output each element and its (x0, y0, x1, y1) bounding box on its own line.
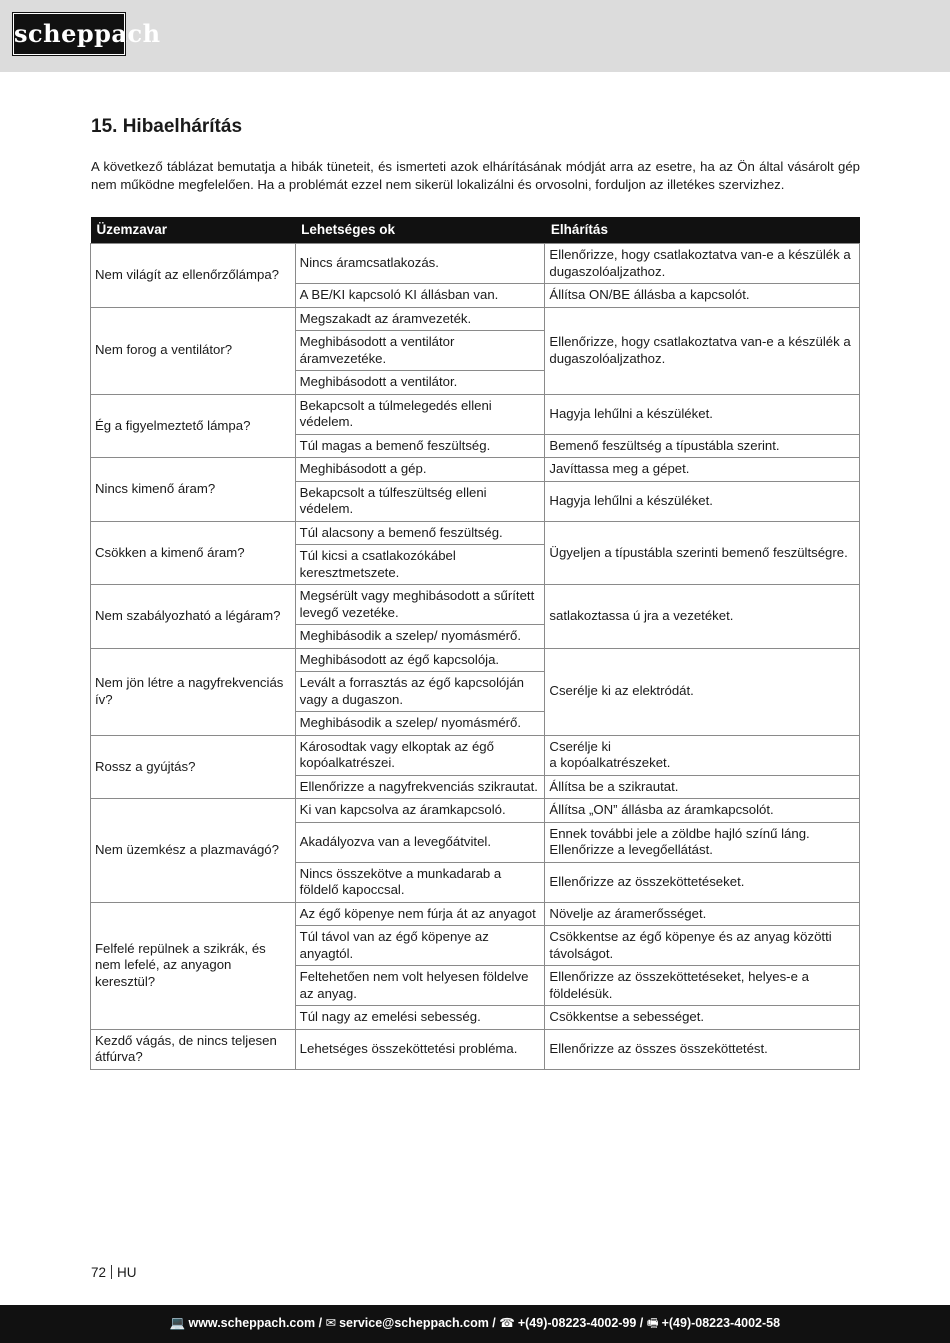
header-fault: Üzemzavar (91, 217, 296, 244)
cause-cell: Feltehetően nem volt helyesen földelve az anyag. (295, 966, 545, 1006)
language-code: HU (117, 1265, 137, 1280)
fix-cell: satlakoztassa ú jra a vezetéket. (545, 585, 860, 649)
fix-cell: Hagyja lehűlni a készüléket. (545, 481, 860, 521)
table-row (91, 521, 860, 545)
cause-cell: Meghibásodott az égő kapcsolója. (295, 648, 545, 672)
fix-cell: Ellenőrizze az összeköttetéseket, helyes-e a földelésük. (545, 966, 860, 1006)
cause-cell: Megszakadt az áramvezeték. (295, 307, 545, 331)
table-row (91, 244, 860, 284)
contact-bar (0, 1305, 950, 1343)
fault-cell: Nem forog a ventilátor? (91, 307, 296, 394)
page-separator (111, 1265, 112, 1279)
cause-cell: Bekapcsolt a túlmelegedés elleni védelem. (295, 394, 545, 434)
table-row (91, 458, 860, 482)
cause-cell: Túl alacsony a bemenő feszültség. (295, 521, 545, 545)
cause-cell: Bekapcsolt a túlfeszültség elleni védelem. (295, 481, 545, 521)
cause-cell: Meghibásodott a gép. (295, 458, 545, 482)
cause-cell: A BE/KI kapcsoló KI állásban van. (295, 284, 545, 308)
cause-cell: Megsérült vagy meghibásodott a sűrített levegő vezetéke. (295, 585, 545, 625)
cause-cell: Meghibásodik a szelep/ nyomásmérő. (295, 625, 545, 649)
fault-cell: Nem szabályozható a légáram? (91, 585, 296, 649)
fix-cell: Ellenőrizze az összeköttetéseket. (545, 862, 860, 902)
fault-cell: Nem világít az ellenőrzőlámpa? (91, 244, 296, 308)
intro-paragraph: A következő táblázat bemutatja a hibák tüneteit, és ismerteti azok elhárításának módját arra az esetre, ha az Ön által vásárolt gép nem működne megfelelően. Ha a problémát ezzel nem sikerül lokalizálni és orvosolni, forduljon az illetékes szervizhez. (91, 159, 860, 192)
fax-icon: 🖷 (646, 1316, 659, 1330)
phone-icon: ☎ (499, 1316, 515, 1330)
fix-cell: Csökkentse a sebességet. (545, 1006, 860, 1030)
fault-cell: Csökken a kimenő áram? (91, 521, 296, 585)
phone-number: +(49)-08223-4002-99 / (517, 1316, 644, 1330)
cause-cell: Levált a forrasztás az égő kapcsolóján vagy a dugaszon. (295, 672, 545, 712)
table-row (91, 799, 860, 823)
fault-cell: Nem jön létre a nagyfrekvenciás ív? (91, 648, 296, 735)
fix-cell: Ügyeljen a típustábla szerinti bemenő feszültségre. (545, 521, 860, 585)
fix-cell: Ellenőrizze az összes összeköttetést. (545, 1029, 860, 1069)
header-bar (0, 0, 950, 72)
page-number: 72 (91, 1265, 107, 1280)
fax-number: +(49)-08223-4002-58 (661, 1316, 781, 1330)
table-row (91, 394, 860, 434)
fix-cell: Állítsa be a szikrautat. (545, 775, 860, 799)
cause-cell: Nincs összekötve a munkadarab a földelő kapoccsal. (295, 862, 545, 902)
fix-cell: Cserélje ki a kopóalkatrészeket. (545, 735, 860, 775)
troubleshooting-table (90, 217, 860, 1070)
fix-cell: Csökkentse az égő köpenye és az anyag közötti távolságot. (545, 926, 860, 966)
header-fix: Elhárítás (545, 217, 860, 244)
cause-cell: Túl kicsi a csatlakozókábel keresztmetszete. (295, 545, 545, 585)
fix-cell: Növelje az áramerősséget. (545, 902, 860, 926)
scheppach-logo: scheppach (13, 13, 125, 55)
fault-cell: Kezdő vágás, de nincs teljesen átfúrva? (91, 1029, 296, 1069)
fix-cell: Javíttassa meg a gépet. (545, 458, 860, 482)
cause-cell: Ki van kapcsolva az áramkapcsoló. (295, 799, 545, 823)
cause-cell: Túl magas a bemenő feszültség. (295, 434, 545, 458)
fix-cell: Hagyja lehűlni a készüléket. (545, 394, 860, 434)
website-link[interactable]: www.scheppach.com / (188, 1316, 323, 1330)
page-footer (91, 1265, 137, 1280)
fault-cell: Nincs kimenő áram? (91, 458, 296, 522)
cause-cell: Lehetséges összeköttetési probléma. (295, 1029, 545, 1069)
table-row (91, 902, 860, 926)
cause-cell: Károsodtak vagy elkoptak az égő kopóalkatrészei. (295, 735, 545, 775)
fault-cell: Felfelé repülnek a szikrák, és nem lefelé, az anyagon keresztül? (91, 902, 296, 1029)
table-row (91, 307, 860, 331)
computer-icon: 💻 (169, 1316, 186, 1330)
fix-cell: Cserélje ki az elektródát. (545, 648, 860, 735)
cause-cell: Meghibásodott a ventilátor áramvezetéke. (295, 331, 545, 371)
cause-cell: Nincs áramcsatlakozás. (295, 244, 545, 284)
fault-cell: Nem üzemkész a plazmavágó? (91, 799, 296, 903)
email-link[interactable]: service@scheppach.com / (339, 1316, 496, 1330)
table-row (91, 648, 860, 672)
fix-cell: Ellenőrizze, hogy csatlakoztatva van-e a készülék a dugaszolóaljzathoz. (545, 307, 860, 394)
section-title: 15. Hibaelhárítás (91, 116, 243, 137)
fault-cell: Ég a figyelmeztető lámpa? (91, 394, 296, 458)
fix-cell: Állítsa ON/BE állásba a kapcsolót. (545, 284, 860, 308)
cause-cell: Meghibásodott a ventilátor. (295, 371, 545, 395)
mail-icon: ✉ (325, 1316, 337, 1330)
fix-cell: Ellenőrizze, hogy csatlakoztatva van-e a készülék a dugaszolóaljzathoz. (545, 244, 860, 284)
table-row (91, 1029, 860, 1069)
cause-cell: Meghibásodik a szelep/ nyomásmérő. (295, 712, 545, 736)
cause-cell: Túl távol van az égő köpenye az anyagtól. (295, 926, 545, 966)
cause-cell: Ellenőrizze a nagyfrekvenciás szikrautat. (295, 775, 545, 799)
header-cause: Lehetséges ok (295, 217, 545, 244)
cause-cell: Az égő köpenye nem fúrja át az anyagot (295, 902, 545, 926)
table-header-row (91, 217, 860, 244)
table-row (91, 585, 860, 625)
cause-cell: Túl nagy az emelési sebesség. (295, 1006, 545, 1030)
fix-cell: Bemenő feszültség a típustábla szerint. (545, 434, 860, 458)
fix-cell: Állítsa „ON” állásba az áramkapcsolót. (545, 799, 860, 823)
cause-cell: Akadályozva van a levegőátvitel. (295, 822, 545, 862)
table-row (91, 735, 860, 775)
fault-cell: Rossz a gyújtás? (91, 735, 296, 799)
fix-cell: Ennek további jele a zöldbe hajló színű láng. Ellenőrizze a levegőellátást. (545, 822, 860, 862)
